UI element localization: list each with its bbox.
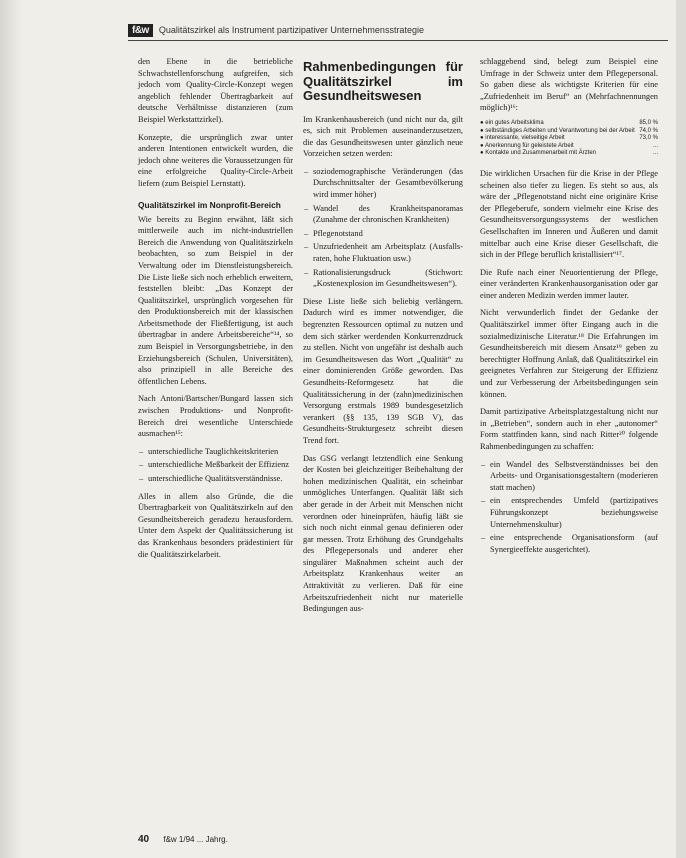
page-number: 40 <box>138 834 150 845</box>
differences-list <box>138 446 293 485</box>
paragraph: Die wirklichen Ursachen für die Krise in der Pflege scheinen also tiefer zu liegen. Es steht so aus, als wäre der „Pflegenotstand nicht eine originäre Krise der Pflegeberufe, sondern vielmehr eine Krise des Gesundheitsversorgungssystems der westlichen Gesellschaften im Inneren und Äußeren und damit mittelbar auch eine Krise dieser Gesellschaft, die sich in der Pflege beruflich kristallisiert“¹⁷. <box>480 168 658 260</box>
list-item: – Rationalisierungsdruck (Stichwort: „Kostenexplosion im Gesundheitswesen“). <box>313 267 463 290</box>
paragraph: den Ebene in die betriebliche Schwachstellenforschung aufgreifen, sich jedoch vom Quality-Circle-Konzept wegen angeblich fehlender Übertragbarkeit auf deutsche Verhältnisse distanzieren (zum Beispiel Werkstattzirkel). <box>138 57 293 124</box>
paragraph: Diese Liste ließe sich beliebig verlängern. Dadurch wird es immer notwendiger, die begrenzten Ressourcen optimal zu nutzen und dem sich stärker werdenden Konkurrenzdruck zu stellen. Nicht von ungefähr ist deshalb auch im Gesundheitswesen das Wort „Qualität“ zu einer dominierenden Größe geworden. Das Gesundheits-Reformgesetz hat die Qualitätssicherung in der (zahn)medizinischen Versorgung erstmals 1989 bundesgesetzlich verankert (§§ 135, 139 SGB V), das Gesundheits-Strukturgesetz schreibt diesen Trend fort. <box>303 296 463 445</box>
list-item: – ein entsprechendes Umfeld (partizipatives Führungskonzept beziehungsweise Unternehmenskultur) <box>490 495 658 530</box>
header-rule <box>128 40 668 41</box>
survey-label: ● interessante, vielseitige Arbeit <box>480 135 565 143</box>
list-item: – eine entsprechende Organisationsform (auf Synergieeffekte ausgerichtet). <box>490 532 658 555</box>
paragraph: Damit partizipative Arbeitsplatzgestaltung nicht nur in „Betrieben“, sondern auch in eher „autonomer“ Form stattfinden kann, sind nach Ritter²⁰ folgende Rahmenbedingungen zu schaffen: <box>480 407 658 451</box>
paragraph: Im Krankenhausbereich (und nicht nur da, gilt es, sich mit Problemen auseinanderzusetzen, die das Gesundheitswesen unter gänzlich neue Vorzeichen setzen werden: <box>303 114 463 159</box>
list-item: – unterschiedliche Qualitätsverständnisse. <box>148 473 293 485</box>
page-footer <box>138 834 228 845</box>
paragraph: Wie bereits zu Beginn erwähnt, läßt sich mittlerweile auch im nicht-industriellen Bereich die Anwendung von Qualitätszirkeln beobachten, so zum Beispiel in der Verwaltung oder im Dienstleistungsbereich. Die Liste ließe sich noch erheblich erweitern, feststellen bleibt: „Das Konzept der Qualitätszirkel, ursprünglich vorgesehen für den Produktionsbereich mit der klassischen Arbeitsmethode der Fließfertigung, ist auch übertragbar in andere Arbeitsbereiche“¹⁴, so zum Beispiel in Versorgungsbetriebe, in den Erziehungsbereich (Schulen, Universitäten), also prinzipiell in alle Bereiche des öffentlichen Lebens. <box>138 214 293 386</box>
survey-results-box <box>480 120 658 158</box>
paragraph: Konzepte, die ursprünglich zwar unter anderen Intentionen entwickelt wurden, die jedoch ohne weiteres die Voraussetzungen für eine erfolgreiche Quality-Circle-Arbeit liefern (zum Beispiel Lernstatt). <box>138 132 293 188</box>
issue-info: f&w 1/94 ... Jahrg. <box>163 835 228 844</box>
list-item: – ein Wandel des Selbstverständnisses bei den Arbeits- und Organisationsgestaltern (moderieren statt machen) <box>490 459 658 494</box>
problems-list <box>303 166 463 290</box>
paragraph: Alles in allem also Gründe, die die Übertragbarkeit von Qualitätszirkeln auf den Gesundheitsbereich geradezu herausfordern. Unter dem Aspekt der Qualitätssicherung ist das Krankenhaus besonders prädestiniert für die Qualitätszirkelarbeit. <box>138 491 293 559</box>
list-item: – Unzufriedenheit am Arbeitsplatz (Ausfallsraten, hohe Fluktuation usw.) <box>313 241 463 264</box>
survey-row <box>480 150 658 158</box>
section-subheading: Qualitätszirkel im Nonprofit-Bereich <box>138 199 281 210</box>
survey-label: ● selbständiges Arbeiten und Verantwortung bei der Arbeit <box>480 128 635 136</box>
list-item: – unterschiedliche Meßbarkeit der Effizienz <box>148 459 293 471</box>
column-1 <box>138 56 293 566</box>
section-heading: Rahmenbedingungen für Qualitätszirkel im Gesundheitswesen <box>303 59 463 103</box>
paragraph: Das GSG verlangt letztendlich eine Senkung der Kosten bei gleichzeitiger Beibehaltung der hohen medizinischen Qualität, ein scheinbar unmögliches Unterfangen. Qualität läßt sich aber gerade in der Arbeit mit Menschen nicht verordnen oder hineinprüfen, häufig läßt sie sich noch nicht einmal genau definieren oder gar messen. Trotz Erhöhung des Grundgehalts des Pflegepersonals und anderer eher singulärer Maßnahmen scheint auch der Arbeitsplatz Krankenhaus weiter an Attraktivität zu verlieren. Daß für eine Arbeitszufriedenheit nicht nur materielle Bedingungen aus- <box>303 453 463 614</box>
running-header <box>128 22 668 38</box>
journal-logo: f&w <box>128 24 153 37</box>
list-item: – Wandel des Krankheitspanoramas (Zunahme der chronischen Krankheiten) <box>313 203 463 226</box>
paragraph: Nach Antoni/Bartscher/Bungard lassen sich zwischen Produktions- und Nonprofit-Bereich drei wesentliche Unterschiede ausmachen¹⁵: <box>138 394 293 439</box>
paragraph: Nicht verwunderlich findet der Gedanke der Qualitätszirkel immer öfter Eingang auch in die sozialmedizinische Literatur.¹⁸ Die Erfahrungen im Gesundheitsbereich mit diesem Ansatz¹⁹ geben zu berechtigter Hoffnung Anlaß, daß Qualitätszirkel ein geeignetes Verfahren zur Steigerung der Effizienz und zur Verbesserung der Arbeitsbedingungen sein können. <box>480 308 658 399</box>
survey-value: ... <box>652 150 658 157</box>
survey-label: ● Kontakte und Zusammenarbeit mit Ärzten <box>480 150 596 158</box>
survey-row <box>480 120 658 128</box>
survey-row <box>480 135 658 143</box>
running-header-title: Qualitätszirkel als Instrument partizipativer Unternehmensstrategie <box>158 25 424 35</box>
survey-value: ... <box>652 142 658 149</box>
survey-value: 74,0 % <box>639 127 658 134</box>
paragraph: Die Rufe nach einer Neuorientierung der Pflege, einer veränderten Krankenhausorganisation oder gar einer anderen Medizin werden immer lauter. <box>480 267 658 300</box>
list-item: – unterschiedliche Tauglichkeitskriterien <box>148 446 293 458</box>
page-edge <box>676 0 686 858</box>
survey-value: 73,0 % <box>639 135 658 142</box>
paragraph: schlaggebend sind, belegt zum Beispiel eine Umfrage in der Schweiz unter dem Pflegepersonal. So gaben diese als wichtigste Kriterien für eine „Zufriedenheit im Beruf“ an (Mehrfachnennungen möglich)¹⁶: <box>480 57 658 113</box>
column-3 <box>480 56 658 561</box>
survey-row <box>480 128 658 136</box>
survey-label: ● Anerkennung für geleistete Arbeit <box>480 143 574 151</box>
survey-value: 85,0 % <box>639 119 658 126</box>
list-item: – Pflegenotstand <box>313 228 463 240</box>
survey-label: ● ein gutes Arbeitsklima <box>480 120 544 128</box>
list-item: – soziodemographische Veränderungen (das Durchschnittsalter der Gesamtbevölkerung wird immer höher) <box>313 166 463 201</box>
page-spine-shadow <box>0 0 22 858</box>
conditions-list <box>480 459 658 556</box>
column-2 <box>303 56 463 621</box>
